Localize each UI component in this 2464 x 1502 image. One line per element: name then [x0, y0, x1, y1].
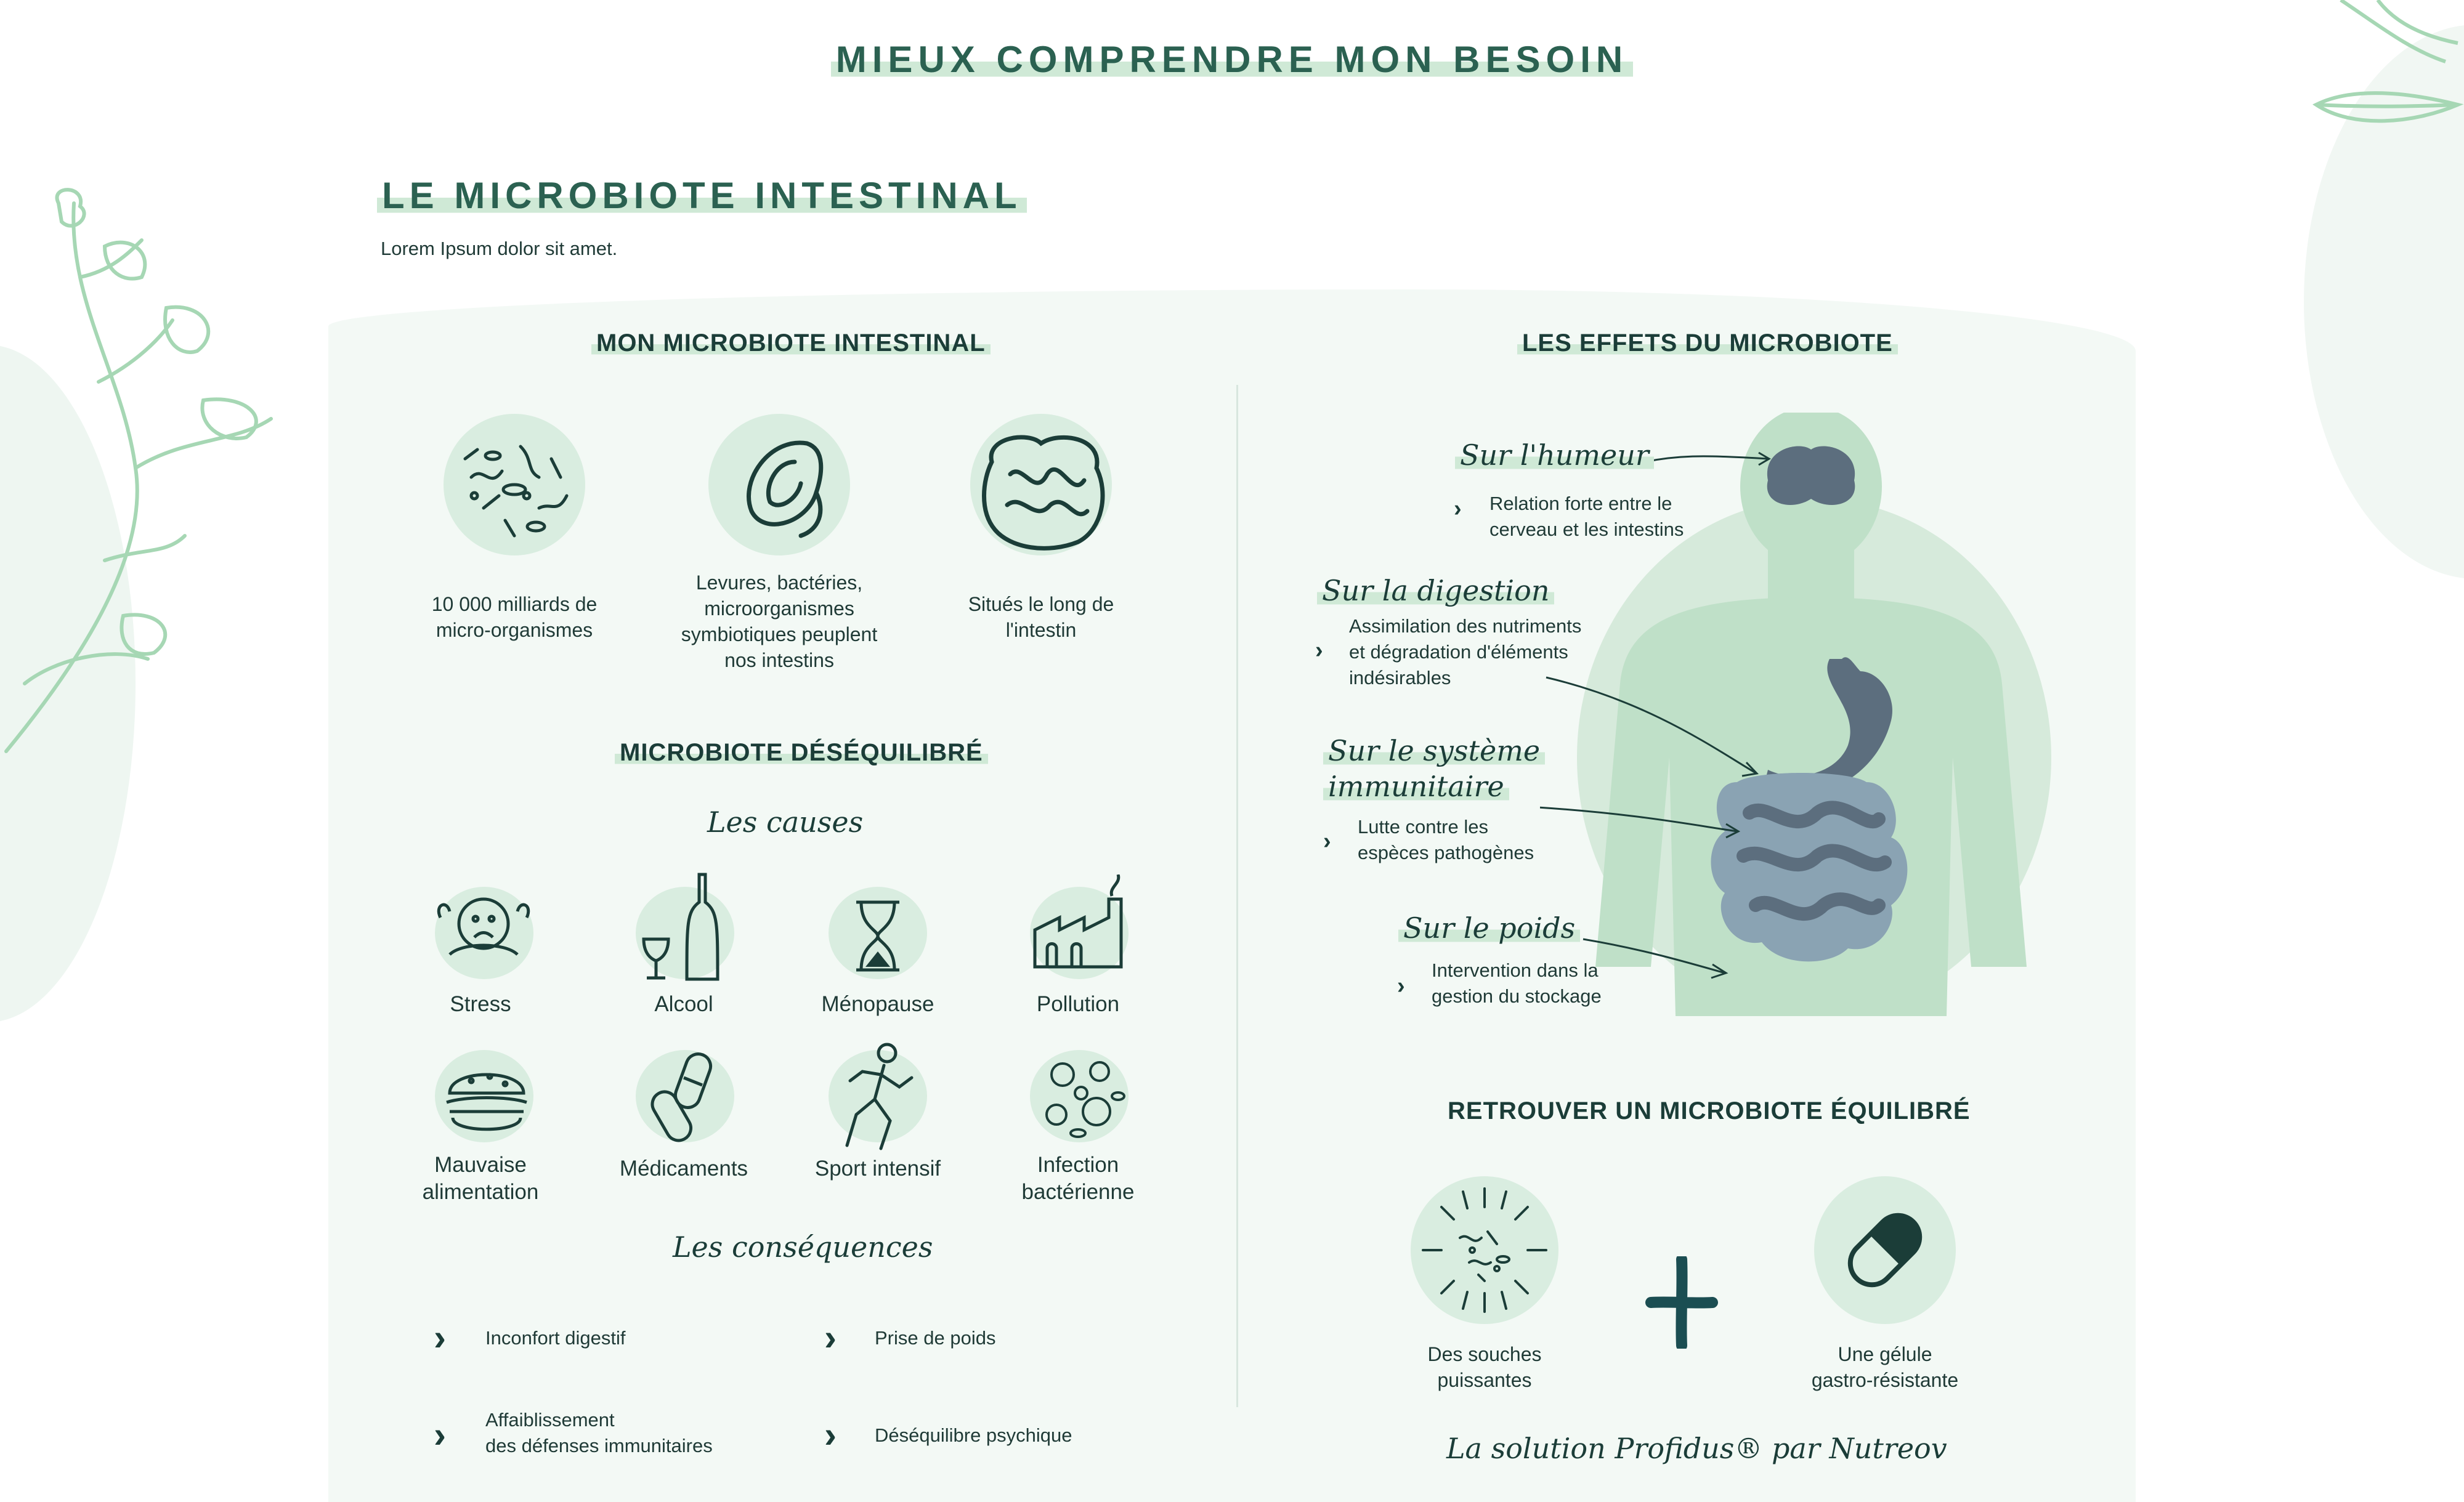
- section-title: LE MICROBIOTE INTESTINAL: [377, 174, 1027, 217]
- effect-text: Intervention dans la gestion du stockage: [1432, 959, 1602, 1007]
- chevron-right-icon: ›: [434, 1414, 446, 1455]
- bacteria-icon: [447, 422, 582, 545]
- microbiote-heading: MON MICROBIOTE INTESTINAL: [591, 329, 991, 357]
- fact-caption: 10 000 milliards de micro-organismes: [431, 593, 598, 641]
- chevron-right-icon: ›: [1323, 828, 1331, 854]
- solution-tagline: La solution Profidus® par Nutreov: [1446, 1432, 1947, 1465]
- cause-label: Alcool: [654, 992, 713, 1016]
- cause-label: Médicaments: [619, 1157, 748, 1181]
- cause-label: Mauvaise alimentation: [422, 1153, 539, 1204]
- fact-caption: Situés le long de l'intestin: [968, 593, 1114, 641]
- effect-text: Relation forte entre le cerveau et les intestins: [1489, 493, 1684, 540]
- consequence-item: Prise de poids: [875, 1327, 996, 1349]
- effect-label: Sur la digestion: [1317, 574, 1554, 607]
- chevron-right-icon: ›: [1397, 973, 1405, 999]
- hourglass-icon: [850, 896, 906, 976]
- effect-label: Sur le poids: [1398, 911, 1580, 945]
- germs-icon: [1032, 1047, 1130, 1145]
- column-divider: [1236, 385, 1238, 1407]
- effect-text: Lutte contre les espèces pathogènes: [1358, 816, 1534, 863]
- effect-label: Sur l'humeur: [1455, 438, 1654, 472]
- equilibre-heading: RETROUVER UN MICROBIOTE ÉQUILIBRÉ: [1448, 1097, 1971, 1124]
- plus-icon: [1645, 1256, 1719, 1349]
- chevron-right-icon: ›: [434, 1317, 446, 1358]
- intestine-icon: [973, 425, 1115, 560]
- consequence-item: Inconfort digestif: [485, 1327, 626, 1349]
- consequence-item: Déséquilibre psychique: [875, 1424, 1072, 1446]
- chevron-right-icon: ›: [1315, 637, 1323, 663]
- chevron-right-icon: ›: [824, 1414, 837, 1455]
- effect-text: Assimilation des nutriments et dégradation d'éléments indésirables: [1349, 615, 1582, 688]
- runner-icon: [838, 1041, 918, 1152]
- cause-label: Stress: [450, 992, 511, 1016]
- cause-label: Ménopause: [821, 992, 934, 1016]
- consequences-title: Les conséquences: [673, 1230, 933, 1264]
- stress-icon: [431, 881, 536, 973]
- chevron-right-icon: ›: [1454, 496, 1462, 522]
- desequilibre-heading: MICROBIOTE DÉSÉQUILIBRÉ: [615, 739, 988, 767]
- pills-icon: [647, 1047, 727, 1145]
- yeast-icon: [727, 425, 838, 542]
- effets-heading: LES EFFETS DU MICROBIOTE: [1517, 329, 1898, 357]
- cause-label: Pollution: [1036, 992, 1120, 1016]
- flower-branch-illustration: [0, 179, 283, 782]
- causes-title: Les causes: [707, 806, 864, 839]
- fact-caption: Levures, bactéries, microorganismes symbiotiques peuplent nos intestins: [681, 571, 878, 671]
- solution-caption: Une gélule gastro-résistante: [1811, 1343, 1959, 1391]
- solution-caption: Des souches puissantes: [1427, 1343, 1542, 1391]
- consequence-item: Affaiblissement des défenses immunitaires: [485, 1409, 713, 1456]
- section-intro: Lorem Ipsum dolor sit amet.: [381, 238, 618, 259]
- burger-icon: [440, 1059, 533, 1139]
- effect-label: Sur le système immunitaire: [1323, 733, 1545, 804]
- page-title: MIEUX COMPRENDRE MON BESOIN: [0, 38, 2464, 81]
- factory-icon: [1029, 874, 1133, 973]
- cause-label: Sport intensif: [814, 1157, 941, 1181]
- alcohol-icon: [641, 868, 733, 985]
- chevron-right-icon: ›: [824, 1317, 837, 1358]
- strains-icon: [1411, 1176, 1558, 1324]
- cause-label: Infection bactérienne: [1021, 1153, 1135, 1204]
- capsule-icon: [1833, 1201, 1937, 1299]
